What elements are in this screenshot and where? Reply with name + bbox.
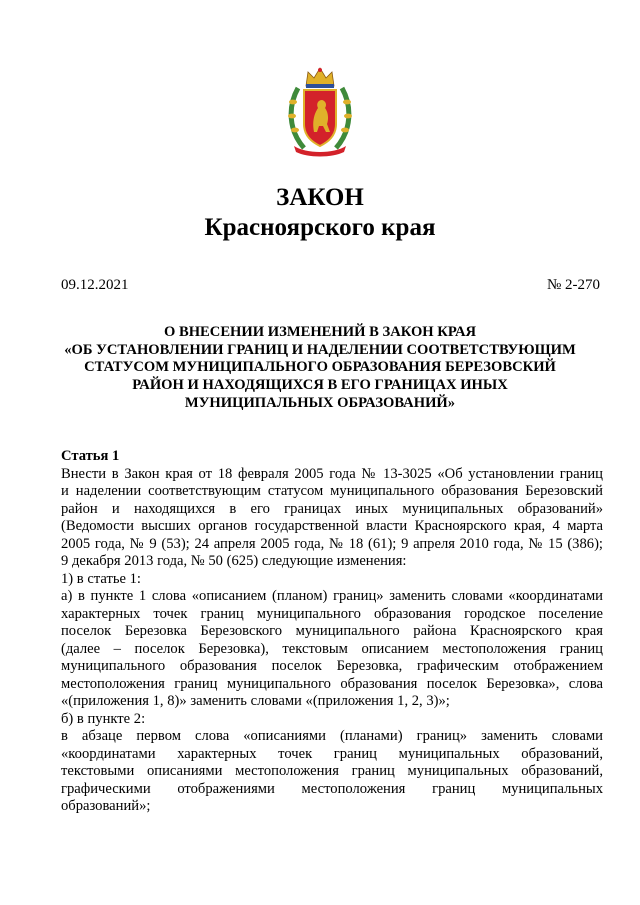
article-line: муниципального образования поселок Березовка, графическим отображением: [61, 658, 603, 674]
article-line: 2005 года, № 9 (53); 24 апреля 2005 года, № 18 (61); 9 апреля 2010 года, № 15 (386);: [61, 535, 603, 552]
heading-line: МУНИЦИПАЛЬНЫХ ОБРАЗОВАНИЙ»: [184, 394, 456, 411]
article-line: местоположения границ муниципального образования поселок Березовка», слова: [61, 675, 603, 692]
document-subtitle: Красноярского края: [204, 214, 436, 241]
article-line: характерных точек границ муниципального образования городское поселение: [61, 605, 603, 622]
heading-line: СТАТУСОМ МУНИЦИПАЛЬНОГО ОБРАЗОВАНИЯ БЕРЕЗОВСКИЙ: [84, 359, 556, 376]
krasnoyarsk-coat-of-arms-emblem: [286, 66, 354, 158]
article-line: (далее – поселок Березовка), текстовым описанием местоположения границ: [61, 640, 603, 657]
article-line: «(приложения 1, 8)» заменить словами «(приложения 1, 2, 3)»;: [61, 693, 450, 709]
document-date: 09.12.2021: [61, 277, 129, 293]
document-number: № 2-270: [546, 277, 600, 293]
article-line: поселок Березовка Березовского муниципального района Красноярского края: [61, 623, 603, 639]
article-line: 1) в статье 1:: [61, 570, 141, 587]
article-line: текстовыми описаниями местоположения границ муниципальных образований,: [61, 763, 603, 779]
article-line: а) в пункте 1 слова «описанием (планом) границ» заменить словами «координатами: [61, 588, 603, 604]
article-title: Статья 1: [61, 448, 120, 464]
article-line: (Ведомости высших органов государственной власти Красноярского края, 4 марта: [61, 518, 603, 534]
article-text: [61, 466, 603, 816]
article-line: образований»;: [61, 798, 151, 814]
article-line: б) в пункте 2:: [61, 710, 146, 727]
heading-line: «ОБ УСТАНОВЛЕНИИ ГРАНИЦ И НАДЕЛЕНИИ СООТВЕТСТВУЮЩИМ: [64, 341, 576, 358]
law-heading: [40, 324, 600, 413]
article-line: Внести в Закон края от 18 февраля 2005 года № 13-3025 «Об установлении границ: [61, 465, 603, 482]
article-body: [61, 448, 603, 816]
article-line: и наделении соответствующим статусом муниципального образования Березовский: [61, 483, 603, 499]
article-line: район и находящихся в его границах иных муниципальных образований»: [61, 500, 603, 517]
article-line: 9 декабря 2013 года, № 50 (625) следующие изменения:: [61, 553, 407, 569]
heading-line: О ВНЕСЕНИИ ИЗМЕНЕНИЙ В ЗАКОН КРАЯ: [163, 324, 477, 340]
heading-line: РАЙОН И НАХОДЯЩИХСЯ В ЕГО ГРАНИЦАХ ИНЫХ: [132, 377, 508, 394]
article-line: в абзаце первом слова «описаниями (планами) границ» заменить словами: [61, 728, 603, 744]
article-line: графическими отображениями местоположения границ муниципальных: [61, 780, 603, 797]
article-line: «координатами характерных точек границ муниципальных образований,: [61, 745, 603, 762]
document-title: ЗАКОН: [276, 184, 364, 211]
